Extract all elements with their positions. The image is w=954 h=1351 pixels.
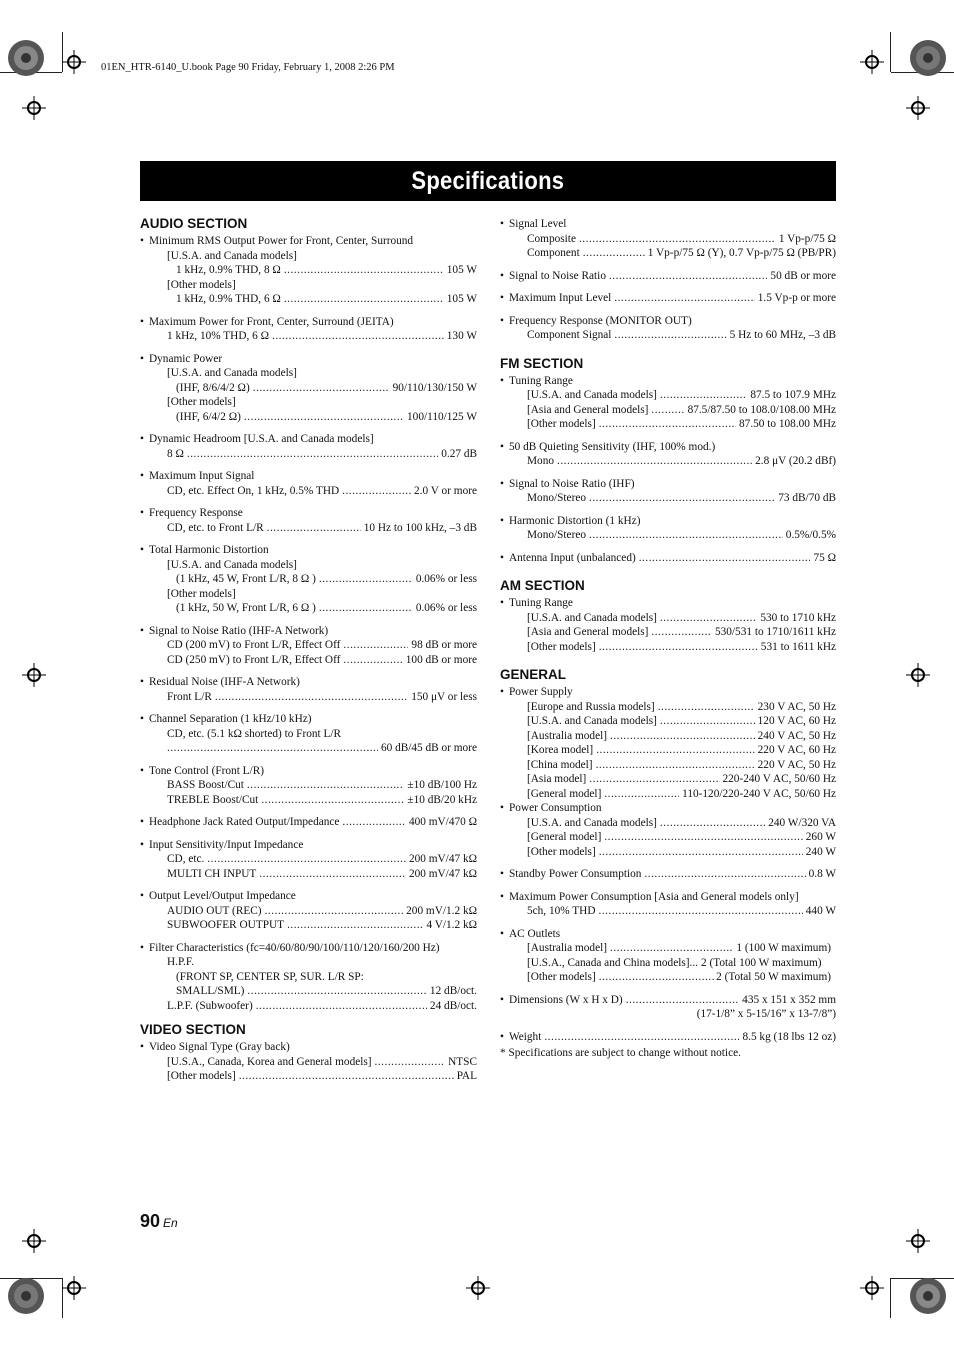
registration-wheel-icon [6,38,46,78]
spec-item: • Maximum Power Consumption [Asia and General models only] 5ch, 10% THD ..... 440 W [500,890,836,919]
crosshair-icon [860,50,884,74]
title-bar [140,161,836,201]
spec-item: • Power Consumption [U.S.A. and Canada models] ..... 240 W/320 VA [General model] ..... 260 W [Other models] ..... 240 W [500,801,836,859]
section-heading-video: VIDEO SECTION [140,1022,246,1037]
spec-item: • Frequency Response (MONITOR OUT) Component Signal ..... 5 Hz to 60 MHz, –3 dB [500,314,836,343]
spec-item: • Headphone Jack Rated Output/Impedance ..... 400 mV/470 Ω [140,815,477,830]
spec-item: • Dimensions (W x H x D) ..... 435 x 151 x 352 mm (17-1/8” x 5-15/16” x 13-7/8”) [500,993,836,1022]
registration-wheel-icon [908,38,948,78]
book-header: 01EN_HTR-6140_U.book Page 90 Friday, February 1, 2008 2:26 PM [101,62,395,73]
spec-item: • Maximum Input Signal CD, etc. Effect On, 1 kHz, 0.5% THD ..... 2.0 V or more [140,469,477,498]
spec-item: • Maximum Input Level ..... 1.5 Vp-p or more [500,291,836,306]
spec-item: • Signal Level Composite ..... 1 Vp-p/75 Ω Component ..... 1 Vp-p/75 Ω (Y), 0.7 Vp-p/75 Ω (PB/PR) [500,217,836,261]
spec-item: • Antenna Input (unbalanced) ..... 75 Ω [500,551,836,566]
registration-wheel-icon [6,1276,46,1316]
section-heading-general: GENERAL [500,667,567,682]
page-language: En [163,1216,178,1230]
crop-mark [890,32,891,72]
spec-item: • Maximum Power for Front, Center, Surround (JEITA) 1 kHz, 10% THD, 6 Ω ..... 130 W [140,315,477,344]
footnote: * Specifications are subject to change without notice. [500,1047,741,1059]
crosshair-icon [22,96,46,120]
crosshair-icon [906,96,930,120]
crosshair-icon [62,50,86,74]
spec-item: • Input Sensitivity/Input Impedance CD, etc. ..... 200 mV/47 kΩ MULTI CH INPUT ..... 200 mV/47 kΩ [140,838,477,882]
spec-item: • Power Supply [Europe and Russia models] ..... 230 V AC, 50 Hz [U.S.A. and Canada models] ..... 120 V AC, 60 Hz [Australia model] ..... 240 V AC, 50 Hz [Korea model] ..... 220 V AC, 60 Hz [China model] ..... 220 V AC, 50 Hz [Asia model] ..... 220-240 V AC, 50/60 Hz [General model] ..... 110-120/220-240 V AC, 50/60 Hz [500,685,836,801]
crosshair-icon [466,1276,490,1300]
crosshair-icon [906,1229,930,1253]
section-heading-audio: AUDIO SECTION [140,216,248,231]
spec-item: • Output Level/Output Impedance AUDIO OUT (REC) ..... 200 mV/1.2 kΩ SUBWOOFER OUTPUT ..... 4 V/1.2 kΩ [140,889,477,933]
spec-item: • Total Harmonic Distortion [U.S.A. and Canada models] (1 kHz, 45 W, Front L/R, 8 Ω ) ..... 0.06% or less [Other models] (1 kHz, 50 W, Front L/R, 6 Ω ) ..... 0.06% or less [140,543,477,616]
page-title: Specifications [411,166,565,195]
section-heading-am: AM SECTION [500,578,585,593]
spec-item: • 50 dB Quieting Sensitivity (IHF, 100% mod.) Mono ..... 2.8 μV (20.2 dBf) [500,440,836,469]
spec-item: • Signal to Noise Ratio (IHF) Mono/Stereo ..... 73 dB/70 dB [500,477,836,506]
crosshair-icon [22,663,46,687]
crosshair-icon [860,1276,884,1300]
spec-item: • Harmonic Distortion (1 kHz) Mono/Stereo ..... 0.5%/0.5% [500,514,836,543]
right-column [500,215,836,1044]
spec-item: • Weight ..... 8.5 kg (18 lbs 12 oz) [500,1030,836,1045]
spec-item: • Tone Control (Front L/R) BASS Boost/Cut ..... ±10 dB/100 Hz TREBLE Boost/Cut ..... ±10 dB/20 kHz [140,764,477,808]
spec-item: • Video Signal Type (Gray back) [U.S.A., Canada, Korea and General models] ..... NTSC [Other models] ..... PAL [140,1040,477,1084]
spec-item: • Tuning Range [U.S.A. and Canada models] ..... 530 to 1710 kHz [Asia and General models] ..... 530/531 to 1710/1611 kHz [Other models] ..... 531 to 1611 kHz [500,596,836,654]
spec-item: • Dynamic Headroom [U.S.A. and Canada models] 8 Ω ..... 0.27 dB [140,432,477,461]
crosshair-icon [22,1229,46,1253]
crosshair-icon [62,1276,86,1300]
left-column [140,215,477,1084]
spec-item: • Signal to Noise Ratio (IHF-A Network) CD (200 mV) to Front L/R, Effect Off ..... 98 dB or more CD (250 mV) to Front L/R, Effect Off ..... 100 dB or more [140,624,477,668]
crop-mark [890,1278,891,1318]
spec-item: • Filter Characteristics (fc=40/60/80/90/100/110/120/160/200 Hz) H.P.F. (FRONT SP, CENTER SP, SUR. L/R SP: SMALL/SML) ..... 12 dB/oct. L.P.F. (Subwoofer) ..... 24 dB/oct. [140,941,477,1014]
spec-item: • Minimum RMS Output Power for Front, Center, Surround [U.S.A. and Canada models] 1 kHz, 0.9% THD, 8 Ω ..... 105 W [Other models] 1 kHz, 0.9% THD, 6 Ω ..... 105 W [140,234,477,307]
page-number: 90 En [140,1211,178,1231]
spec-item: • Dynamic Power [U.S.A. and Canada models] (IHF, 8/6/4/2 Ω) ..... 90/110/130/150 W [Other models] (IHF, 6/4/2 Ω) ..... 100/110/125 W [140,352,477,425]
spec-item: • Channel Separation (1 kHz/10 kHz) CD, etc. (5.1 kΩ shorted) to Front L/R ..... 60 dB/45 dB or more [140,712,477,756]
spec-item: • Residual Noise (IHF-A Network) Front L/R ..... 150 μV or less [140,675,477,704]
spec-item: • AC Outlets [Australia model] ..... 1 (100 W maximum) [U.S.A., Canada and China models]... 2 (Total 100 W maximum) [Other models] ..... 2 (Total 50 W maximum) [500,927,836,985]
spec-item: • Tuning Range [U.S.A. and Canada models] ..... 87.5 to 107.9 MHz [Asia and General models] ..... 87.5/87.50 to 108.0/108.00 MHz [Other models] ..... 87.50 to 108.00 MHz [500,374,836,432]
spec-item: • Signal to Noise Ratio ..... 50 dB or more [500,269,836,284]
spec-item: • Frequency Response CD, etc. to Front L/R ..... 10 Hz to 100 kHz, –3 dB [140,506,477,535]
section-heading-fm: FM SECTION [500,355,584,371]
crosshair-icon [906,663,930,687]
spec-item: • Standby Power Consumption ..... 0.8 W [500,867,836,882]
registration-wheel-icon [908,1276,948,1316]
